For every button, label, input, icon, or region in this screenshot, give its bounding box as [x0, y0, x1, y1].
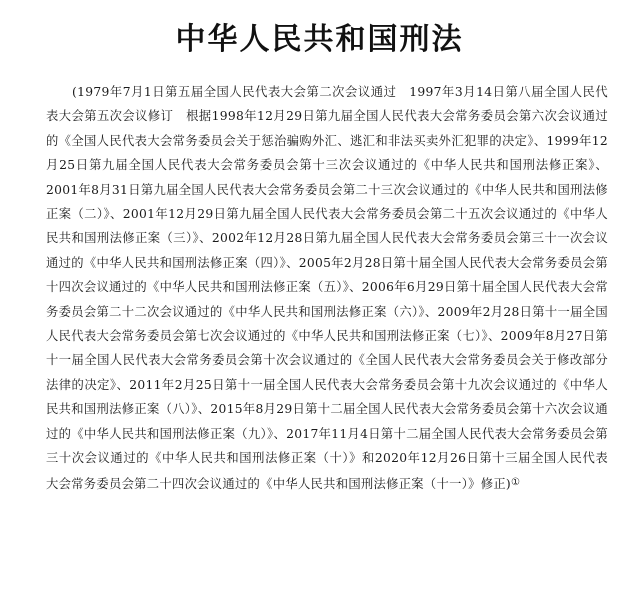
preamble-paragraph — [46, 80, 608, 496]
footnote-marker[interactable]: ① — [511, 476, 521, 488]
document-title: 中华人民共和国刑法 — [175, 22, 464, 57]
preamble-text: (1979年7月1日第五届全国人民代表大会第二次会议通过 1997年3月14日第八届全国人民代表大会第五次会议修订 根据1998年12月29日第九届全国人民代表大会常务委员会第六次会议通过的《全国人民代表大会常务委员会关于惩治骗购外汇、逃汇和非法买卖外汇犯罪的决定》、1999年12月25日第九届全国人民代表大会常务委员会第十三次会议通过的《中华人民共和国刑法修正案》、2001年8月31日第九届全国人民代表大会常务委员会第二十三次会议通过的《中华人民共和国刑法修正案（二）》、2001年12月29日第九届全国人民代表大会常务委员会第二十五次会议通过的《中华人民共和国刑法修正案（三）》、2002年12月28日第九届全国人民代表大会常务委员会第三十一次会议通过的《中华人民共和国刑法修正案（四）》、2005年2月28日第十届全国人民代表大会常务委员会第十四次会议通过的《中华人民共和国刑法修正案（五）》、2006年6月29日第十届全国人民代表大会常务委员会第二十二次会议通过的《中华人民共和国刑法修正案（六）》、2009年2月28日第十一届全国人民代表大会常务委员会第七次会议通过的《中华人民共和国刑法修正案（七）》、2009年8月27日第十一届全国人民代表大会常务委员会第十次会议通过的《全国人民代表大会常务委员会关于修改部分法律的决定》、2011年2月25日第十一届全国人民代表大会常务委员会第十九次会议通过的《中华人民共和国刑法修正案（八）》、2015年8月29日第十二届全国人民代表大会常务委员会第十六次会议通过的《中华人民共和国刑法修正案（九）》、2017年11月4日第十二届全国人民代表大会常务委员会第三十次会议通过的《中华人民共和国刑法修正案（十）》和2020年12月26日第十三届全国人民代表大会常务委员会第二十四次会议通过的《中华人民共和国刑法修正案（十一）》修正) — [46, 85, 608, 491]
